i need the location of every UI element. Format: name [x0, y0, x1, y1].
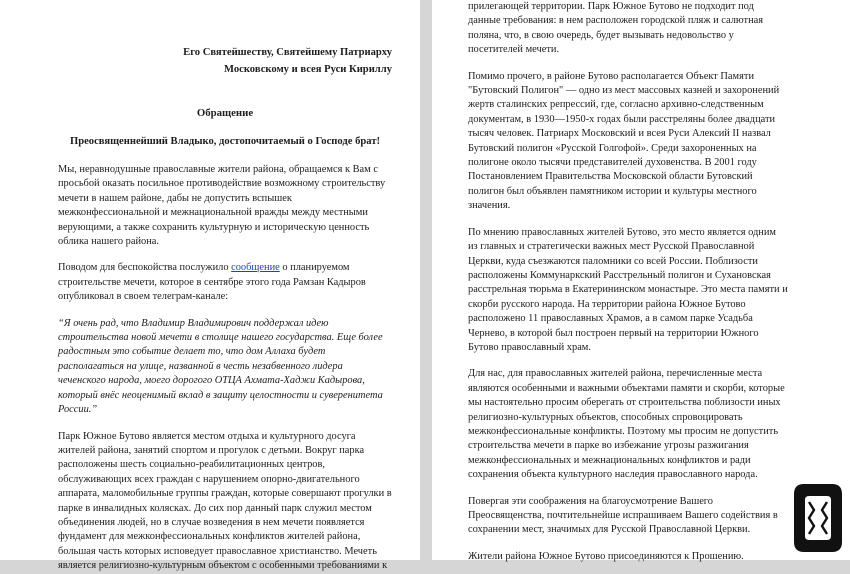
- document-page-right: [432, 0, 850, 560]
- addressee-line-2: Московскому и всея Руси Кириллу: [223, 64, 392, 75]
- channel-logo-icon: [790, 480, 846, 556]
- document-title: Обращение: [196, 107, 254, 119]
- reason-text-after-link: о планируемом строительстве мечети, которое в сентябре этого года Рамзан Кадыров опубликовал в своем телеграм-канале:: [58, 262, 366, 303]
- addressee-block: [58, 44, 392, 78]
- paragraph-closing: Повергая эти соображения на благоусмотрение Вашего Преосвященства, почтительнейше испрашиваем Вашего содействия в сохранении мест, значимых для Русской Православной Церкви.: [468, 495, 778, 536]
- paragraph-park: Парк Южное Бутово является местом отдыха и культурного досуга жителей района, занятий спортом и прогулок с детьми. Вокруг парка расположены шесть социально-реабилитационных центров, обслуживающих всех граждан с нарушением опорно-двигательного аппарата, маломобильные группы граждан, которые совершают прогулки в парке в инвалидных колясках. До сих пор данный парк служил местом объединения людей, но в случае возведения в нем мечети появляется фундамент для межконфессиональных конфликтов жителей района, большая часть которых исповедует православное христианство. Мечеть является религиозно-культурным объектом с особенными требованиями к: [58, 430, 392, 572]
- paragraph-pilgrimage: По мнению православных жителей Бутово, это место является одним из главных и стратегически важных мест Русской Православной Церкви, куда съезжаются паломники со всей России. Поблизости расположены Коммунаркский Расстрельный полигон и Сухановская расстрельная тюрьма в Екатерининском монастыре. Это места памяти и скорби русского народа. На территории района Южное Бутово расположено 11 православных Храмов, а в самом парке Усадьба Чернево, в которой был построен первый на территории Южного Бутово православный храм.: [468, 226, 788, 353]
- paragraph-request: Для нас, для православных жителей района, перечисленные места являются особенными и важными объектами памяти и скорби, которые мы настоятельно просим оберегать от строительства поблизости иных религиозно-культурных объектов, способных спровоцировать межконфессиональные конфликты. Поэтому мы просим не допустить строительства мечети в парке во избежание угрозы разжигания межконфессиональных и межнациональных конфликтов и ради сохранения объекта культурного наследия православного народа.: [468, 368, 785, 481]
- document-page-left: [0, 0, 420, 572]
- kadyrov-quote: “Я очень рад, что Владимир Владимирович поддержал идею строительства новой мечети в столице нашего государства. Еще более радостным это событие делает то, что дом Аллаха будет располагаться на улице, названной в честь незабвенного лидера чеченского народа, моего дорогого ОТЦА Ахмата-Хаджи Кадырова, который внёс неоценимый вклад в защиту целостности и суверенитета России.”: [58, 317, 383, 416]
- paragraph-park-continued: прилегающей территории. Парк Южное Бутово не подходит под данные требования: в нем расположен городской пляж и салютная поляна, что, в свою очередь, будет вызывать недовольство у посетителей мечети.: [468, 1, 764, 56]
- paragraph-intro: Мы, неравнодушные православные жители района, обращаемся к Вам с просьбой оказать посильное противодействие возможному строительству мечети в нашем районе, дабы не допустить вспышек межконфессиональной и межнациональной вражды между местными верующими, а также сохранить культурную и историческую ценность облика нашего района.: [58, 164, 386, 248]
- reason-text-before-link: Поводом для беспокойства послужило: [58, 262, 232, 274]
- paragraph-butovo-polygon: Помимо прочего, в районе Бутово располагается Объект Памяти "Бутовский Полигон" — одно из мест массовых казней и захоронений жертв сталинских репрессий, где, согласно архивно-следственным документам, в 1930—1950-х годах были расстреляны более двадцати тысяч человек. Патриарх Московский и всея Руси Алексий II назвал Бутовский полигон «Русской Голгофой». Среди захороненных на полигоне около тысячи представителей духовенства. В 2001 году Постановлением Правительства Московской области Бутовский полигон был объявлен памятником истории и культуры местного значения.: [468, 70, 780, 212]
- addressee-line-1: Его Святейшеству, Святейшему Патриарху: [183, 47, 392, 58]
- paragraph-reason: [58, 261, 392, 304]
- paragraph-signature: Жители района Южное Бутово присоединяются к Прошению.: [468, 550, 744, 562]
- source-message-link[interactable]: сообщение: [231, 262, 280, 274]
- salutation: Преосвященнейший Владыко, достопочитаемый о Господе брат!: [69, 136, 381, 147]
